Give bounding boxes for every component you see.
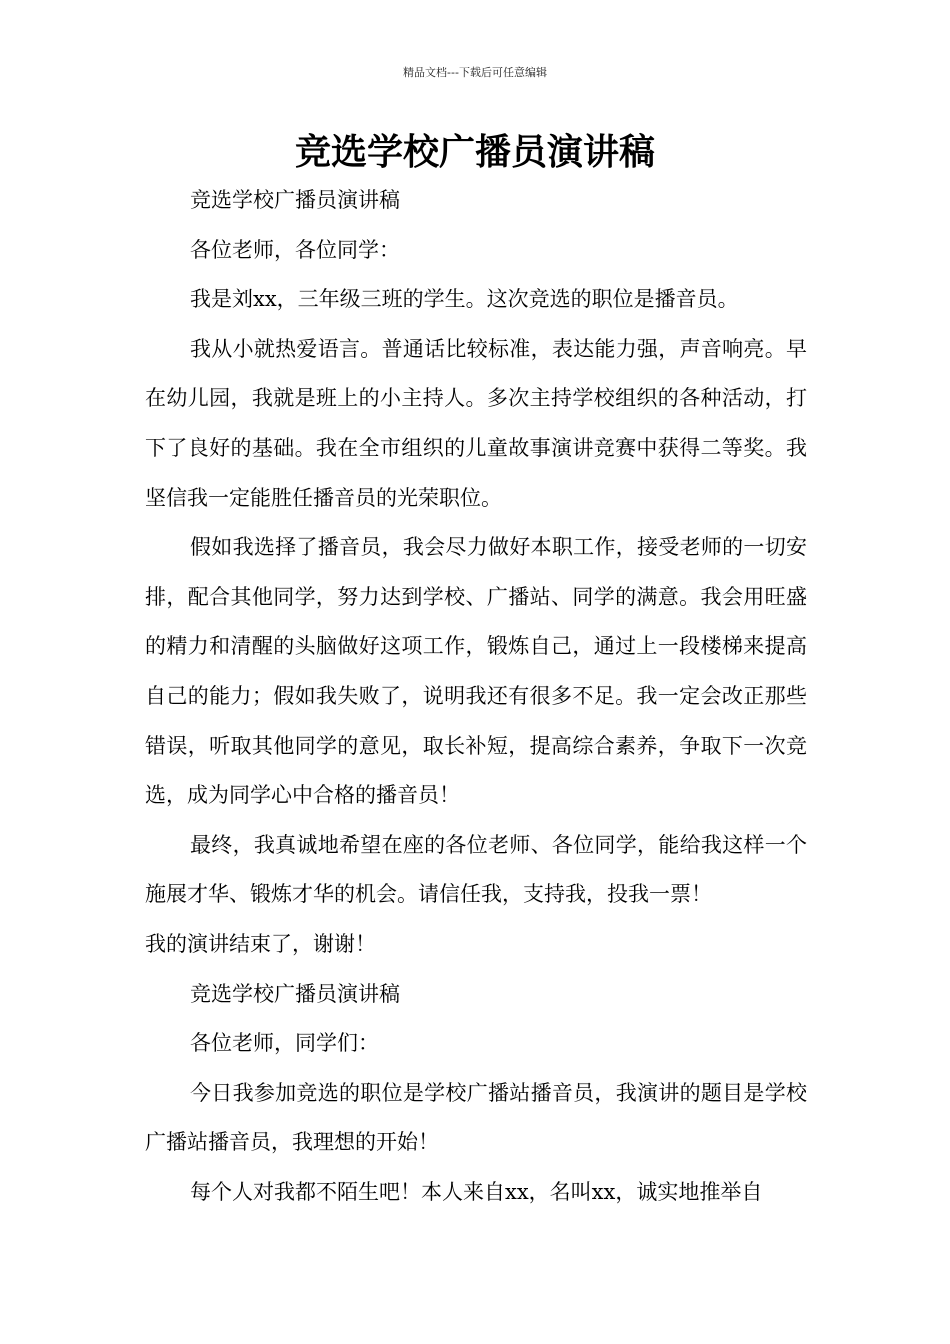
paragraph-plan: 假如我选择了播音员，我会尽力做好本职工作，接受老师的一切安排，配合其他同学，努力达到学校、广播站、同学的满意。我会用旺盛的精力和清醒的头脑做好这项工作，锻炼自己，通过上一段楼梯来提高自己的能力；假如我失败了，说明我还有很多不足。我一定会改正那些错误，听取其他同学的意见，取长补短，提高综合素养，争取下一次竞选，成为同学心中合格的播音员！ bbox=[145, 535, 807, 808]
page-header: 精品文档---下载后可任意编辑 bbox=[403, 66, 547, 79]
paragraph-closing: 最终，我真诚地希望在座的各位老师、各位同学，能给我这样一个施展才华、锻炼才华的机会。请信任我，支持我，投我一票！ bbox=[145, 832, 807, 907]
paragraph-greeting-2: 各位老师，同学们： bbox=[190, 1031, 379, 1056]
document-title: 竞选学校广播员演讲稿 bbox=[294, 132, 655, 173]
document-body bbox=[145, 176, 807, 1217]
paragraph-intro: 我是刘xx，三年级三班的学生。这次竞选的职位是播音员。 bbox=[190, 287, 739, 312]
paragraph-thanks: 我的演讲结束了，谢谢！ bbox=[145, 931, 376, 956]
paragraph-self-intro: 每个人对我都不陌生吧！本人来自xx，名叫xx，诚实地推举自 bbox=[190, 1179, 763, 1204]
paragraph-subtitle: 竞选学校广播员演讲稿 bbox=[190, 188, 400, 212]
paragraph-greeting: 各位老师，各位同学： bbox=[190, 237, 400, 262]
paragraph-background: 我从小就热爱语言。普通话比较标准，表达能力强，声音响亮。早在幼儿园，我就是班上的小主持人。多次主持学校组织的各种活动，打下了良好的基础。我在全市组织的儿童故事演讲竞赛中获得二等奖。我坚信我一定能胜任播音员的光荣职位。 bbox=[145, 336, 807, 510]
paragraph-topic: 今日我参加竞选的职位是学校广播站播音员，我演讲的题目是学校广播站播音员，我理想的开始！ bbox=[145, 1080, 807, 1155]
paragraph-subtitle-2: 竞选学校广播员演讲稿 bbox=[190, 981, 400, 1006]
